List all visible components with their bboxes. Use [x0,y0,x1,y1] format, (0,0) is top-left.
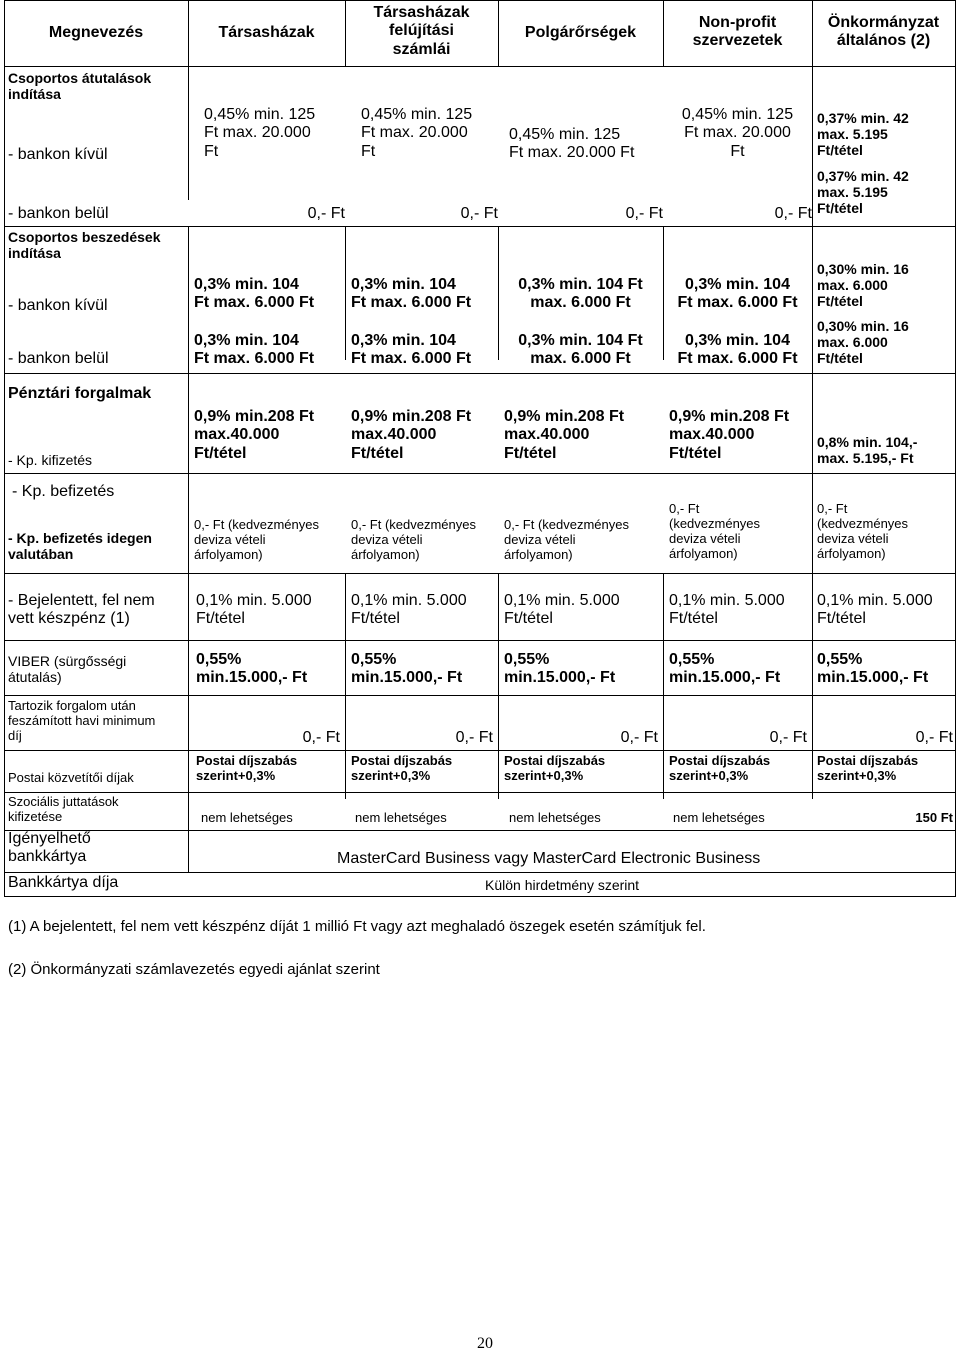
cell-bejelentett-onkormanyzat: 0,1% min. 5.000 Ft/tétel [817,592,933,628]
row-label-kp-befizetes: - Kp. befizetés [12,483,115,500]
cell-deviza-nonprofit: 0,- Ft (kedvezményes deviza vételi árfolyamon) [669,501,761,561]
header-megnevezes: Megnevezés [48,24,144,41]
row-label-beszedes-bankon-kivul: - bankon kívül [8,297,108,314]
cell-szocialis-nonprofit: nem lehetséges [673,810,765,825]
cell-deviza-onkormanyzat: 0,- Ft (kedvezményes deviza vételi árfolyamon) [817,501,909,561]
cell-szocialis-polgarorsegek: nem lehetséges [509,810,601,825]
cell-bejelentett-tarsashazak: 0,1% min. 5.000 Ft/tétel [196,592,312,628]
footnote-2: (2) Önkormányzati számlavezetés egyedi ajánlat szerint [8,961,380,978]
cell-viber-tarsashazak: 0,55% min.15.000,- Ft [196,651,308,687]
cell-tartozik-nonprofit: 0,- Ft [769,729,807,746]
cell-atutalas-kivul-onkormanyzat: 0,37% min. 42 max. 5.195 Ft/tétel [817,110,909,159]
cell-kifizetes-felujitasi: 0,9% min.208 Ft max.40.000 Ft/tétel [351,408,472,462]
cell-kifizetes-polgarorsegek: 0,9% min.208 Ft max.40.000 Ft/tétel [504,408,625,462]
cell-tartozik-felujitasi: 0,- Ft [455,729,493,746]
row-label-viber: VIBER (sürgősségi átutalás) [8,653,127,686]
cell-tartozik-polgarorsegek: 0,- Ft [620,729,658,746]
cell-bejelentett-felujitasi: 0,1% min. 5.000 Ft/tétel [351,592,467,628]
cell-tartozik-tarsashazak: 0,- Ft [302,729,340,746]
cell-tartozik-onkormanyzat: 0,- Ft [915,729,953,746]
cell-beszedes-kivul-onkormanyzat: 0,30% min. 16 max. 6.000 Ft/tétel [817,261,909,310]
cell-szocialis-tarsashazak: nem lehetséges [201,810,293,825]
cell-beszedes-kivul-nonprofit: 0,3% min. 104 Ft max. 6.000 Ft [677,276,798,312]
cell-beszedes-belul-onkormanyzat: 0,30% min. 16 max. 6.000 Ft/tétel [817,318,909,367]
cell-beszedes-kivul-tarsashazak: 0,3% min. 104 Ft max. 6.000 Ft [194,276,315,312]
cell-postai-polgarorsegek: Postai díjszabás szerint+0,3% [504,753,606,783]
cell-atutalas-kivul-nonprofit: 0,45% min. 125 Ft max. 20.000 Ft [681,106,794,160]
cell-atutalas-kivul-polgarorsegek: 0,45% min. 125 Ft max. 20.000 Ft [509,126,635,162]
cell-igenyelheto-bankkartya: MasterCard Business vagy MasterCard Electronic Business [337,850,761,867]
cell-szocialis-felujitasi: nem lehetséges [355,810,447,825]
cell-atutalas-kivul-tarsashazak: 0,45% min. 125 Ft max. 20.000 Ft [204,106,316,160]
cell-viber-nonprofit: 0,55% min.15.000,- Ft [669,651,781,687]
cell-atutalas-belul-nonprofit: 0,- Ft [774,205,812,222]
row-label-bankkartya-dija: Bankkártya díja [8,874,119,891]
header-nonprofit: Non-profit szervezetek [692,14,783,50]
cell-deviza-tarsashazak: 0,- Ft (kedvezményes deviza vételi árfolyamon) [194,517,319,562]
cell-beszedes-belul-nonprofit: 0,3% min. 104 Ft max. 6.000 Ft [677,332,798,368]
cell-beszedes-belul-polgarorsegek: 0,3% min. 104 Ft max. 6.000 Ft [518,332,643,368]
cell-beszedes-belul-tarsashazak: 0,3% min. 104 Ft max. 6.000 Ft [194,332,315,368]
row-label-postai: Postai közvetítői díjak [8,770,134,785]
cell-deviza-felujitasi: 0,- Ft (kedvezményes deviza vételi árfolyamon) [351,517,476,562]
cell-atutalas-belul-felujitasi: 0,- Ft [460,205,498,222]
row-label-csoportos-beszedesek: Csoportos beszedések indítása [8,229,161,262]
cell-viber-felujitasi: 0,55% min.15.000,- Ft [351,651,463,687]
page-number: 20 [477,1335,493,1352]
row-label-beszedes-bankon-belul: - bankon belül [8,350,109,367]
cell-atutalas-belul-polgarorsegek: 0,- Ft [625,205,663,222]
header-tarsashazak: Társasházak [218,24,315,41]
cell-deviza-polgarorsegek: 0,- Ft (kedvezményes deviza vételi árfolyamon) [504,517,629,562]
row-label-szocialis: Szociális juttatások kifizetése [8,794,119,824]
row-label-csoportos-atutalasok: Csoportos átutalások indítása [8,70,152,103]
cell-kifizetes-onkormanyzat: 0,8% min. 104,- max. 5.195,- Ft [817,434,918,467]
row-label-tartozik: Tartozik forgalom után feszámított havi minimum díj [8,698,156,743]
cell-postai-onkormanyzat: Postai díjszabás szerint+0,3% [817,753,919,783]
cell-atutalas-belul-onkormanyzat: 0,37% min. 42 max. 5.195 Ft/tétel [817,168,909,217]
row-label-kp-kifizetes: - Kp. kifizetés [8,452,93,468]
row-label-penztari-forgalmak: Pénztári forgalmak [8,385,152,402]
row-label-kp-befizetes-deviza: - Kp. befizetés idegen valutában [8,530,152,563]
row-label-atutalas-bankon-kivul: - bankon kívül [8,146,108,163]
row-label-atutalas-bankon-belul: - bankon belül [8,205,109,222]
cell-beszedes-belul-felujitasi: 0,3% min. 104 Ft max. 6.000 Ft [351,332,472,368]
header-polgarorsegek: Polgárőrségek [524,24,637,41]
cell-bejelentett-nonprofit: 0,1% min. 5.000 Ft/tétel [669,592,785,628]
cell-viber-polgarorsegek: 0,55% min.15.000,- Ft [504,651,616,687]
cell-beszedes-kivul-felujitasi: 0,3% min. 104 Ft max. 6.000 Ft [351,276,472,312]
footnote-1: (1) A bejelentett, fel nem vett készpénz díját 1 millió Ft vagy azt meghaladó öszegek esetén számítjuk fel. [8,918,706,935]
header-tarsashazak-felujitasi: Társasházak felújítási számlái [373,4,470,58]
cell-kifizetes-tarsashazak: 0,9% min.208 Ft max.40.000 Ft/tétel [194,408,315,462]
cell-kifizetes-nonprofit: 0,9% min.208 Ft max.40.000 Ft/tétel [669,408,790,462]
row-label-igenyelheto: Igényelhető bankkártya [8,830,91,866]
cell-viber-onkormanyzat: 0,55% min.15.000,- Ft [817,651,929,687]
cell-postai-felujitasi: Postai díjszabás szerint+0,3% [351,753,453,783]
header-onkormanyzat: Önkormányzat általános (2) [827,14,940,50]
cell-atutalas-belul-tarsashazak: 0,- Ft [307,205,345,222]
cell-beszedes-kivul-polgarorsegek: 0,3% min. 104 Ft max. 6.000 Ft [518,276,643,312]
cell-postai-tarsashazak: Postai díjszabás szerint+0,3% [196,753,298,783]
row-label-bejelentett: - Bejelentett, fel nem vett készpénz (1) [8,592,155,628]
cell-bejelentett-polgarorsegek: 0,1% min. 5.000 Ft/tétel [504,592,620,628]
cell-bankkartya-dija: Külön hirdetmény szerint [485,877,640,893]
cell-szocialis-onkormanyzat: 150 Ft [915,810,953,825]
cell-atutalas-kivul-felujitasi: 0,45% min. 125 Ft max. 20.000 Ft [361,106,473,160]
cell-postai-nonprofit: Postai díjszabás szerint+0,3% [669,753,771,783]
